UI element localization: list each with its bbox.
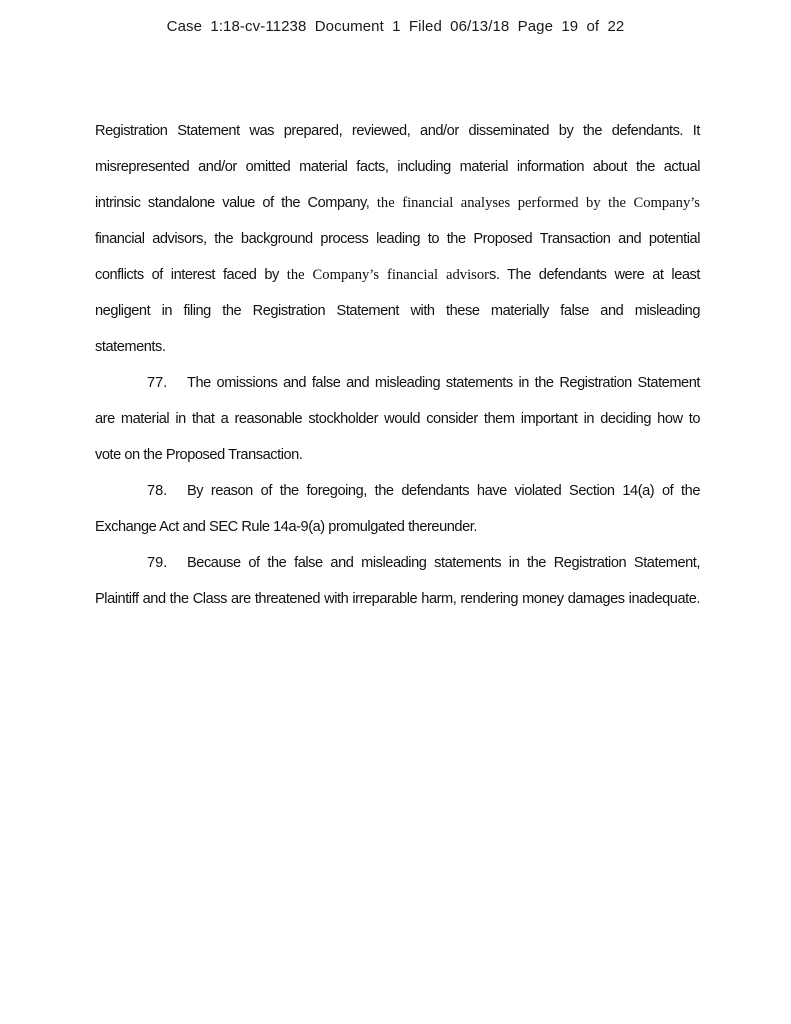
text-line (147, 482, 700, 500)
filed-date: Filed 06/13/18 (408, 18, 510, 35)
text-run-serif: the Company’s financial advisor (286, 267, 489, 283)
case-number: Case 1:18-cv-11238 (166, 18, 307, 35)
text-run-serif: the financial analyses performed by the Company’s (376, 195, 700, 211)
text-line: misrepresented and/or omitted material facts, including material information about the actual (95, 159, 700, 175)
text-line: Plaintiff and the Class are threatened with irreparable harm, rendering money damages inadequate. (95, 591, 700, 607)
text-run: s. The defendants were at least (488, 267, 700, 283)
text-line: vote on the Proposed Transaction. (95, 447, 303, 463)
text-run: conflicts of interest faced by (95, 267, 287, 283)
text-run: By reason of the foregoing, the defendants have violated Section 14(a) of the (187, 483, 700, 499)
text-line: negligent in filing the Registration Statement with these materially false and misleading (95, 303, 700, 319)
text-run: The omissions and false and misleading statements in the Registration Statement (187, 375, 700, 391)
paragraph-number: 77. (147, 375, 168, 391)
text-line (95, 194, 700, 212)
paragraph-number: 78. (147, 483, 168, 499)
text-line: are material in that a reasonable stockholder would consider them important in deciding how to (95, 411, 700, 427)
text-line: statements. (95, 339, 166, 355)
text-line: financial advisors, the background process leading to the Proposed Transaction and potential (95, 231, 700, 247)
text-run: intrinsic standalone value of the Company, (95, 195, 377, 211)
text-line: Exchange Act and SEC Rule 14a-9(a) promulgated thereunder. (95, 519, 477, 535)
document-number: Document 1 (314, 18, 401, 35)
page-indicator: Page 19 of 22 (517, 18, 625, 35)
case-header (0, 18, 791, 35)
text-run: Because of the false and misleading statements in the Registration Statement, (187, 555, 700, 571)
text-line (95, 266, 700, 284)
text-line (147, 554, 700, 572)
paragraph-number: 79. (147, 555, 168, 571)
text-line: Registration Statement was prepared, reviewed, and/or disseminated by the defendants. It (95, 123, 700, 139)
text-line (147, 374, 700, 392)
